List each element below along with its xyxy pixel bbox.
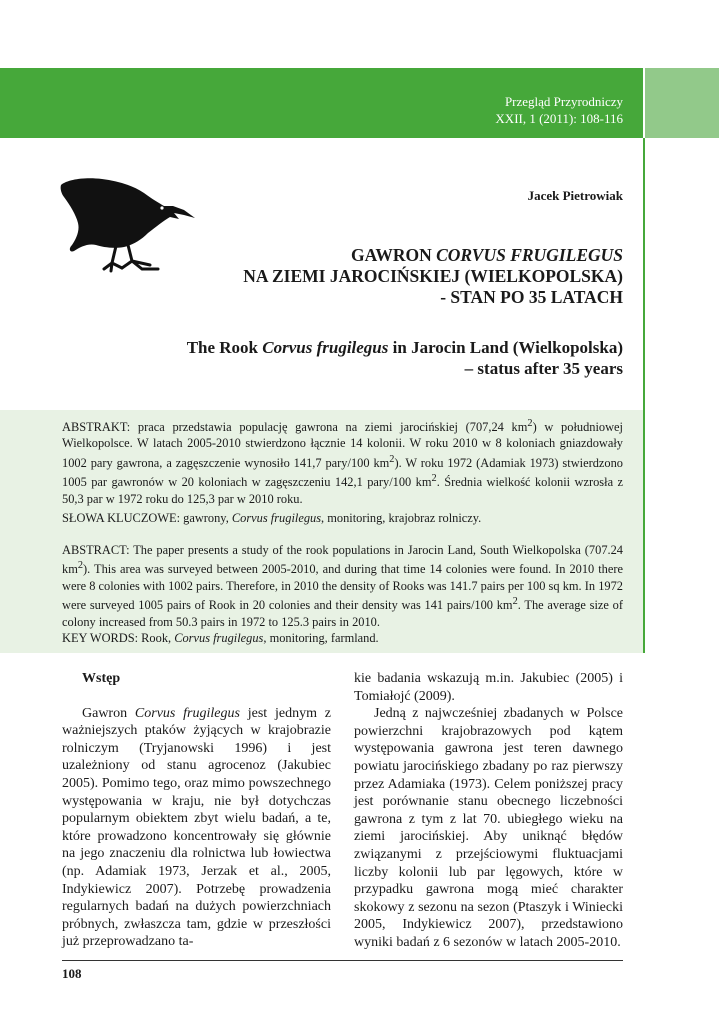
section-heading: Wstęp [82, 671, 121, 686]
body-column-left [62, 670, 331, 951]
footer-rule [62, 960, 623, 961]
intro-paragraph-2: Jedną z najwcześniej zbadanych w Polsce powierzchni krajobrazowych pod kątem występowania gawrona jest teren dawnego powiatu jarocińskiego zbadany po raz pierwszy przez Adamiaka (1973). Celem poniższej pracy jest porównanie stanu obecnego liczebności gawrona z tym z lat 70. ubiegłego wieku na ziemi jarocińskiej. Aby uniknąć błędów związanymi z przejściowymi fluktuacjami liczby kolonii lub par lęgowych, które w przypadku gawrona mogą mieć charakter skokowy z sezonu na sezon (Ptaszyk i Winiecki 2005, Indykiewicz 2007), przedstawiono wyniki badań z 6 sezonów w latach 2005-2010. [354, 706, 623, 950]
journal-name: Przegląd Przyrodniczy [504, 94, 623, 109]
title-polish [243, 245, 623, 308]
intro-paragraph-1-continued: kie badania wskazują m.in. Jakubiec (2005) i Tomiałojć (2009). [354, 671, 623, 704]
intro-paragraph-1: Gawron Corvus frugilegus jest jednym z ważniejszych ptaków żyjących w krajobrazie rolniczym (Tryjanowski 1996) i jest uzależniony od stanu agrocenoz (Jakubiec 2005). Pomimo tego, oraz mimo powszechnego występowania w kraju, nie był dotychczas popularnym obiektem zbyt wielu badań, a te, które prowadzono koncentrowały się głównie na jego znaczeniu dla rolnictwa lub łowiectwa (np. Adamiak 1973, Jerzak et al., 2005, Indykiewicz 2007). Potrzebę prowadzenia regularnych badań na dużych powierzchniach próbnych, zwłaszcza tam, gdzie w przeszłości już przeprowadzano ta- [62, 705, 331, 950]
journal-info [495, 93, 623, 127]
keywords-polish: SŁOWA KLUCZOWE: gawrony, Corvus frugilegus, monitoring, krajobraz rolniczy. [62, 510, 482, 525]
title-en-prefix: The Rook [186, 338, 263, 357]
title-en-species: Corvus frugilegus [262, 338, 389, 357]
title-pl-prefix: GAWRON [351, 245, 437, 265]
abstract-english: ABSTRACT: The paper presents a study of the rook populations in Jarocin Land, South Wielkopolska (707.24 $km^2$). This area was surveyed between 2005-2010, and during that time 14 colonies were found. In 2010 there were 8 colonies with 1002 pairs. Therefore, in 2010 the density of Rooks was 141.7 pairs per 100 sq km. In 1972 were surveyed 1005 pairs of Rook in 20 colonies and their density was 141 pairs/100 $km^2$. The average size of colony increased from 50.3 pairs in 1972 to 125.3 pairs in 2010. [62, 543, 623, 629]
side-rule [643, 138, 645, 653]
title-english [187, 337, 623, 379]
title-en-suffix: in Jarocin Land (Wielkopolska) [388, 338, 623, 357]
abstract-section [62, 416, 623, 646]
journal-volume: XXII, 1 (2011): 108-116 [495, 111, 623, 126]
title-pl-species: CORVUS FRUGILEGUS [436, 245, 623, 265]
keywords-english: KEY WORDS: Rook, Corvus frugilegus, monitoring, farmland. [62, 630, 379, 645]
title-pl-line2: NA ZIEMI JAROCIŃSKIEJ (WIELKOPOLSKA) [243, 266, 623, 286]
body-column-right [354, 670, 623, 952]
author-name: Jacek Pietrowiak [527, 188, 623, 203]
abstract-polish: ABSTRAKT: praca przedstawia populację gawrona na ziemi jarocińskiej (707,24 $km^2$) w południowej Wielkopolsce. W latach 2005-2010 stwierdzono łącznie 14 kolonii. W roku 2010 w 8 koloniach gniazdowały 1002 pary gawrona, a zagęszczenie wynosiło 141,7 pary/100 $km^2$). W roku 1972 (Adamiak 1973) stwierdzono 1005 par gawronów w 20 koloniach w zagęszczeniu 142,1 pary/100 $km^2$. Średnia wielkość kolonii wzrosła z 50,3 par w 1972 roku do 125,3 par w 2010 roku. [62, 418, 623, 506]
page-number: 108 [62, 966, 82, 981]
title-pl-line3: - STAN PO 35 LATACH [440, 287, 623, 307]
title-en-line2: – status after 35 years [464, 359, 623, 378]
header-banner-side [645, 68, 719, 138]
rook-silhouette-icon [58, 175, 198, 275]
